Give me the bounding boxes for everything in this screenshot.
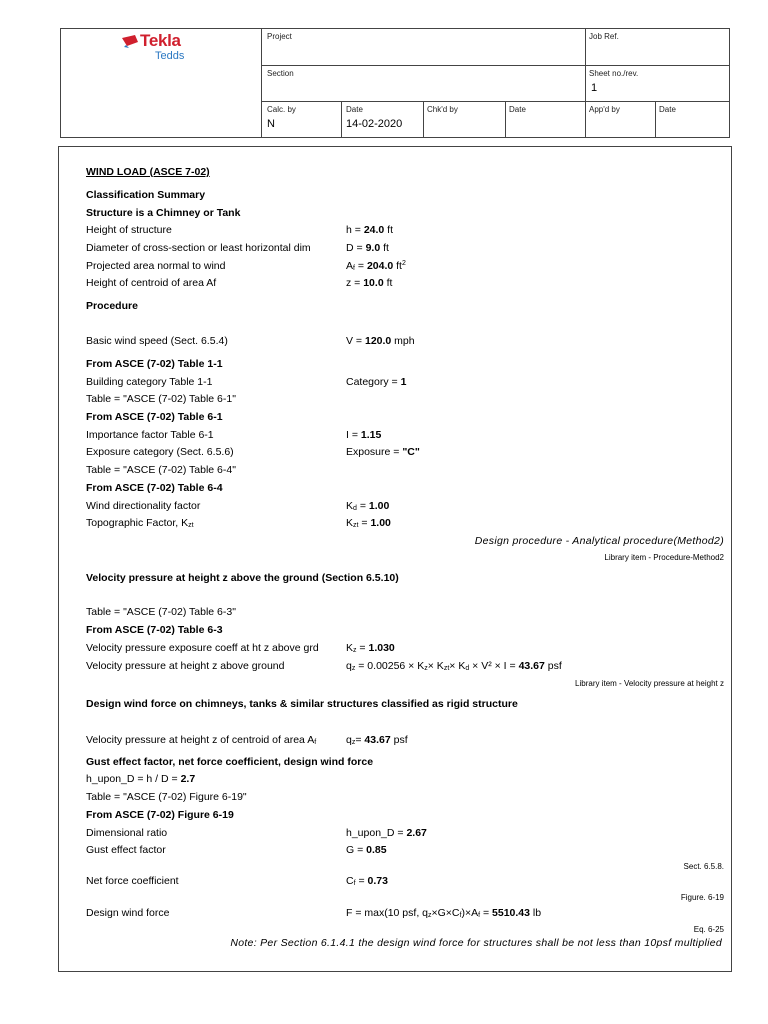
divider bbox=[585, 29, 586, 137]
qz2-label-row: Velocity pressure at height z of centroid of area $A_f$ bbox=[86, 734, 317, 746]
design-procedure-note: Design procedure - Analytical procedure(Method2) bbox=[474, 535, 724, 547]
tekla-mark-icon bbox=[121, 34, 139, 48]
diameter-label: Diameter of cross-section or least horizontal dim bbox=[86, 242, 311, 254]
table-1-1-heading: From ASCE (7-02) Table 1-1 bbox=[86, 358, 223, 370]
height-label: Height of structure bbox=[86, 224, 172, 236]
qz2-value-row: $q_z= 43.67$ psf bbox=[346, 734, 408, 746]
divider bbox=[261, 29, 262, 137]
diameter-value-row: D = 9.0 ft bbox=[346, 242, 389, 254]
calc-by-value: N bbox=[267, 118, 275, 130]
table-6-3-ref: Table = "ASCE (7-02) Table 6-3" bbox=[86, 606, 236, 618]
force-heading: Design wind force on chimneys, tanks & similar structures classified as rigid structure bbox=[86, 698, 518, 710]
importance-label: Importance factor Table 6-1 bbox=[86, 429, 214, 441]
divider bbox=[655, 101, 656, 137]
date2-label: Date bbox=[509, 105, 526, 114]
design-force-label: Design wind force bbox=[86, 907, 170, 919]
design-force-formula-row: F = max(10 psf, $q_z\times G\times C_f)\times A_f = 5510.43$ lb bbox=[346, 907, 542, 919]
doc-title: WIND LOAD (ASCE 7-02) bbox=[86, 166, 210, 178]
centroid-value-row: z = 10.0 ft bbox=[346, 277, 393, 289]
area-value-row: $A_f = 204.0$ $ft^2$ bbox=[346, 260, 406, 272]
logo-text: Tekla bbox=[140, 31, 181, 50]
dimensional-ratio-value-row: h_upon_D = 2.67 bbox=[346, 827, 427, 839]
date3-label: Date bbox=[659, 105, 676, 114]
dimensional-ratio-label: Dimensional ratio bbox=[86, 827, 168, 839]
centroid-label: Height of centroid of area Af bbox=[86, 277, 217, 289]
date-label: Date bbox=[346, 105, 363, 114]
building-category-value-row: Category = 1 bbox=[346, 376, 407, 388]
velocity-heading: Velocity pressure at height z above the ground (Section 6.5.10) bbox=[86, 572, 399, 584]
divider bbox=[261, 65, 729, 66]
sheet-value: 1 bbox=[591, 82, 598, 94]
exposure-value-row: Exposure = "C" bbox=[346, 446, 420, 458]
importance-value-row: I = 1.15 bbox=[346, 429, 382, 441]
kd-label: Wind directionality factor bbox=[86, 500, 201, 512]
library-item-velocity: Library item - Velocity pressure at height z bbox=[575, 679, 724, 688]
table-6-4-heading: From ASCE (7-02) Table 6-4 bbox=[86, 482, 223, 494]
sheet-label: Sheet no./rev. bbox=[589, 69, 639, 78]
equation-reference: Eq. 6-25 bbox=[693, 925, 724, 934]
kz-value-row: $K_z = 1.030$ bbox=[346, 642, 395, 654]
appd-by-label: App'd by bbox=[589, 105, 620, 114]
calc-by-label: Calc. by bbox=[267, 105, 296, 114]
project-label: Project bbox=[267, 32, 292, 41]
kd-value-row: $K_d = 1.00$ bbox=[346, 500, 390, 512]
gust-factor-value-row: G = 0.85 bbox=[346, 844, 387, 856]
qz-formula-row: $q_z = 0.00256 \times K_z\times K_{zt}\times K_d \times V^2 \times I = 43.67$ psf bbox=[346, 660, 562, 672]
figure-reference: Figure. 6-19 bbox=[680, 893, 724, 902]
procedure-heading: Procedure bbox=[86, 300, 138, 312]
title-block bbox=[60, 28, 730, 138]
gust-heading: Gust effect factor, net force coefficient, design wind force bbox=[86, 756, 374, 768]
wind-speed-value-row: V = 120.0 mph bbox=[346, 335, 415, 347]
cf-value-row: $C_f = 0.73$ bbox=[346, 875, 388, 887]
table-6-1-ref: Table = "ASCE (7-02) Table 6-1" bbox=[86, 393, 236, 405]
height-value-row: h = 24.0 ft bbox=[346, 224, 394, 236]
divider bbox=[505, 101, 506, 137]
table-6-4-ref: Table = "ASCE (7-02) Table 6-4" bbox=[86, 464, 236, 476]
wind-speed-label: Basic wind speed (Sect. 6.5.4) bbox=[86, 335, 228, 347]
divider bbox=[423, 101, 424, 137]
section-label: Section bbox=[267, 69, 294, 78]
table-6-3-heading: From ASCE (7-02) Table 6-3 bbox=[86, 624, 223, 636]
structure-type: Structure is a Chimney or Tank bbox=[86, 207, 241, 219]
building-category-label: Building category Table 1-1 bbox=[86, 376, 213, 388]
figure-6-19-heading: From ASCE (7-02) Figure 6-19 bbox=[86, 809, 234, 821]
figure-6-19-ref: Table = "ASCE (7-02) Figure 6-19" bbox=[86, 791, 247, 803]
kz-label: Velocity pressure exposure coeff at ht z above grd bbox=[86, 642, 319, 654]
divider bbox=[341, 101, 342, 137]
area-label: Projected area normal to wind bbox=[86, 260, 226, 272]
gust-factor-label: Gust effect factor bbox=[86, 844, 166, 856]
kzt-label-row: Topographic Factor, $K_{zt}$ bbox=[86, 517, 194, 529]
exposure-label: Exposure category (Sect. 6.5.6) bbox=[86, 446, 234, 458]
divider bbox=[261, 101, 729, 102]
h-upon-d-calc: h_upon_D = h / D = 2.7 bbox=[86, 773, 196, 785]
cf-label: Net force coefficient bbox=[86, 875, 179, 887]
design-force-note: Note: Per Section 6.1.4.1 the design wind force for structures shall be not less than 10psf multiplied bbox=[230, 937, 722, 949]
classification-heading: Classification Summary bbox=[86, 189, 206, 201]
logo-subtext: Tedds bbox=[155, 50, 185, 62]
table-6-1-heading: From ASCE (7-02) Table 6-1 bbox=[86, 411, 223, 423]
kzt-value-row: $K_{zt} = 1.00$ bbox=[346, 517, 391, 529]
job-ref-label: Job Ref. bbox=[589, 32, 619, 41]
date-value: 14-02-2020 bbox=[346, 118, 403, 130]
sect-reference: Sect. 6.5.8. bbox=[683, 862, 724, 871]
chkd-by-label: Chk'd by bbox=[427, 105, 458, 114]
library-item-procedure: Library item - Procedure-Method2 bbox=[604, 553, 724, 562]
qz-label: Velocity pressure at height z above ground bbox=[86, 660, 285, 672]
